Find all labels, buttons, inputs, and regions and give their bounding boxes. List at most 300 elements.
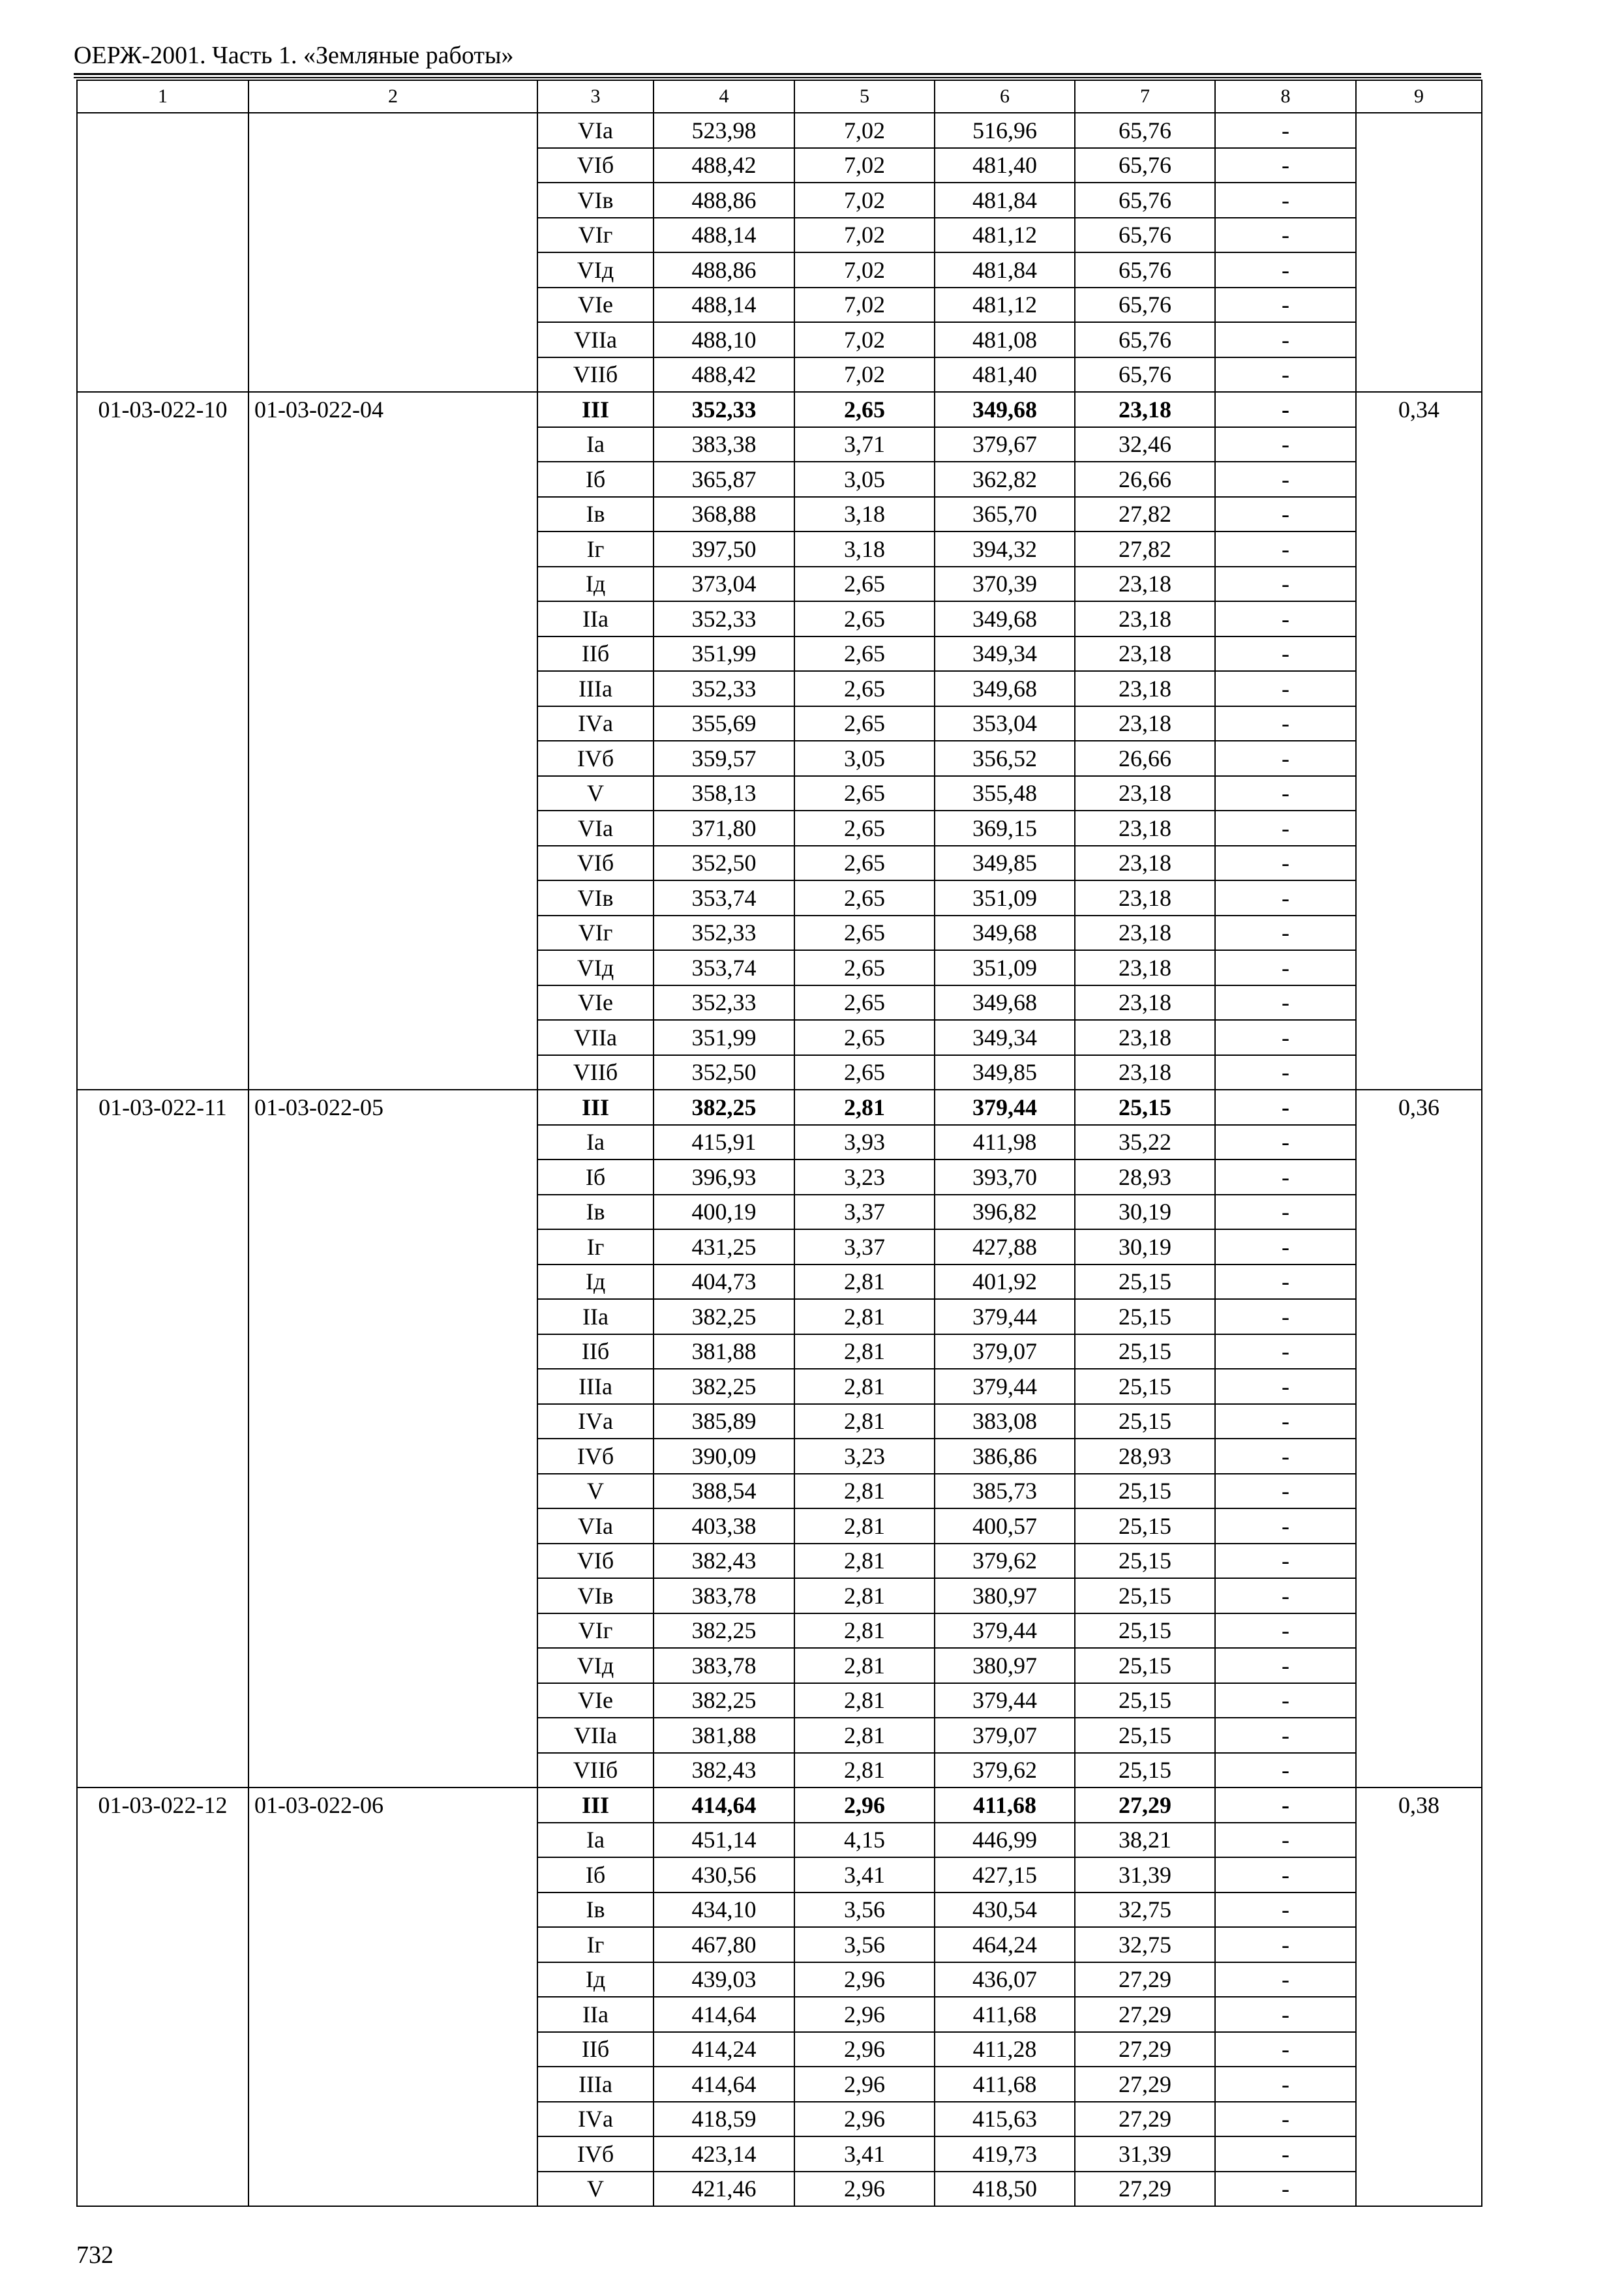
- soil-group-cell: Iг: [537, 1229, 654, 1264]
- total-cost-cell: 358,13: [654, 776, 794, 811]
- machine-cost-cell: 2,96: [794, 1997, 935, 2032]
- soil-group-cell: Iб: [537, 1857, 654, 1893]
- soil-group-cell: III: [537, 1788, 654, 1823]
- soil-group-cell: VIе: [537, 1683, 654, 1718]
- labor-cost-cell: 23,18: [1075, 846, 1215, 881]
- wages-cost-cell: 383,08: [935, 1404, 1075, 1439]
- total-cost-cell: 403,38: [654, 1508, 794, 1544]
- wages-cost-cell: 427,15: [935, 1857, 1075, 1893]
- machine-cost-cell: 2,81: [794, 1090, 935, 1125]
- wages-cost-cell: 379,44: [935, 1299, 1075, 1334]
- materials-cell: -: [1215, 1718, 1356, 1753]
- wages-cost-cell: 481,08: [935, 322, 1075, 357]
- materials-cell: -: [1215, 218, 1356, 253]
- machine-cost-cell: 3,37: [794, 1229, 935, 1264]
- base-rate-code-cell: 01-03-022-06: [248, 1788, 537, 2206]
- soil-group-cell: VIг: [537, 1613, 654, 1649]
- machine-cost-cell: 3,18: [794, 531, 935, 567]
- materials-cell: -: [1215, 357, 1356, 393]
- machine-cost-cell: 3,23: [794, 1439, 935, 1474]
- table-row: [77, 1788, 1482, 1823]
- labor-cost-cell: 27,29: [1075, 1788, 1215, 1823]
- equipment-mass-cell: 0,34: [1356, 392, 1482, 1090]
- total-cost-cell: 488,14: [654, 218, 794, 253]
- header-rule: [74, 73, 1481, 75]
- wages-cost-cell: 349,34: [935, 636, 1075, 672]
- total-cost-cell: 355,69: [654, 706, 794, 741]
- machine-cost-cell: 2,81: [794, 1648, 935, 1683]
- labor-cost-cell: 23,18: [1075, 811, 1215, 846]
- machine-cost-cell: 3,23: [794, 1159, 935, 1195]
- wages-cost-cell: 386,86: [935, 1439, 1075, 1474]
- total-cost-cell: 352,33: [654, 916, 794, 951]
- machine-cost-cell: 2,65: [794, 916, 935, 951]
- machine-cost-cell: 7,02: [794, 113, 935, 148]
- machine-cost-cell: 3,05: [794, 741, 935, 776]
- wages-cost-cell: 481,40: [935, 357, 1075, 393]
- total-cost-cell: 439,03: [654, 1962, 794, 1997]
- materials-cell: -: [1215, 950, 1356, 985]
- machine-cost-cell: 2,81: [794, 1718, 935, 1753]
- soil-group-cell: VIг: [537, 916, 654, 951]
- total-cost-cell: 381,88: [654, 1718, 794, 1753]
- machine-cost-cell: 7,02: [794, 183, 935, 218]
- soil-group-cell: Iг: [537, 531, 654, 567]
- machine-cost-cell: 2,65: [794, 706, 935, 741]
- soil-group-cell: Iб: [537, 1159, 654, 1195]
- materials-cell: -: [1215, 183, 1356, 218]
- labor-cost-cell: 31,39: [1075, 1857, 1215, 1893]
- labor-cost-cell: 25,15: [1075, 1683, 1215, 1718]
- column-number: 7: [1075, 80, 1215, 113]
- rate-code-cell: [77, 113, 248, 392]
- wages-cost-cell: 349,34: [935, 1020, 1075, 1055]
- wages-cost-cell: 400,57: [935, 1508, 1075, 1544]
- total-cost-cell: 421,46: [654, 2172, 794, 2207]
- total-cost-cell: 523,98: [654, 113, 794, 148]
- machine-cost-cell: 2,65: [794, 392, 935, 427]
- wages-cost-cell: 411,98: [935, 1125, 1075, 1160]
- materials-cell: -: [1215, 1439, 1356, 1474]
- machine-cost-cell: 3,56: [794, 1893, 935, 1928]
- materials-cell: -: [1215, 1508, 1356, 1544]
- labor-cost-cell: 28,93: [1075, 1439, 1215, 1474]
- total-cost-cell: 396,93: [654, 1159, 794, 1195]
- machine-cost-cell: 2,81: [794, 1544, 935, 1579]
- wages-cost-cell: 446,99: [935, 1823, 1075, 1858]
- materials-cell: -: [1215, 706, 1356, 741]
- materials-cell: -: [1215, 1055, 1356, 1090]
- soil-group-cell: IIа: [537, 1997, 654, 2032]
- wages-cost-cell: 380,97: [935, 1578, 1075, 1613]
- soil-group-cell: VIа: [537, 113, 654, 148]
- soil-group-cell: V: [537, 1474, 654, 1509]
- soil-group-cell: Iв: [537, 497, 654, 532]
- total-cost-cell: 353,74: [654, 950, 794, 985]
- wages-cost-cell: 379,07: [935, 1718, 1075, 1753]
- machine-cost-cell: 2,81: [794, 1578, 935, 1613]
- labor-cost-cell: 27,29: [1075, 1997, 1215, 2032]
- labor-cost-cell: 65,76: [1075, 322, 1215, 357]
- soil-group-cell: IIб: [537, 1334, 654, 1369]
- labor-cost-cell: 27,29: [1075, 2067, 1215, 2102]
- wages-cost-cell: 379,44: [935, 1683, 1075, 1718]
- labor-cost-cell: 65,76: [1075, 148, 1215, 183]
- labor-cost-cell: 25,15: [1075, 1508, 1215, 1544]
- soil-group-cell: VIIб: [537, 1753, 654, 1788]
- wages-cost-cell: 380,97: [935, 1648, 1075, 1683]
- materials-cell: -: [1215, 392, 1356, 427]
- soil-group-cell: VIд: [537, 1648, 654, 1683]
- total-cost-cell: 414,64: [654, 2067, 794, 2102]
- labor-cost-cell: 23,18: [1075, 950, 1215, 985]
- table-row: [77, 392, 1482, 427]
- rates-table-container: [76, 80, 1482, 2207]
- total-cost-cell: 430,56: [654, 1857, 794, 1893]
- total-cost-cell: 404,73: [654, 1264, 794, 1300]
- base-rate-code-cell: 01-03-022-04: [248, 392, 537, 1090]
- total-cost-cell: 352,33: [654, 985, 794, 1021]
- materials-cell: -: [1215, 1753, 1356, 1788]
- materials-cell: -: [1215, 113, 1356, 148]
- materials-cell: -: [1215, 148, 1356, 183]
- labor-cost-cell: 65,76: [1075, 357, 1215, 393]
- soil-group-cell: Iд: [537, 567, 654, 602]
- materials-cell: -: [1215, 985, 1356, 1021]
- materials-cell: -: [1215, 636, 1356, 672]
- total-cost-cell: 365,87: [654, 462, 794, 497]
- labor-cost-cell: 32,75: [1075, 1893, 1215, 1928]
- total-cost-cell: 382,25: [654, 1369, 794, 1404]
- materials-cell: -: [1215, 1264, 1356, 1300]
- materials-cell: -: [1215, 1962, 1356, 1997]
- soil-group-cell: VIб: [537, 148, 654, 183]
- total-cost-cell: 382,43: [654, 1753, 794, 1788]
- wages-cost-cell: 436,07: [935, 1962, 1075, 1997]
- labor-cost-cell: 25,15: [1075, 1613, 1215, 1649]
- total-cost-cell: 352,33: [654, 392, 794, 427]
- total-cost-cell: 415,91: [654, 1125, 794, 1160]
- total-cost-cell: 385,89: [654, 1404, 794, 1439]
- wages-cost-cell: 481,40: [935, 148, 1075, 183]
- total-cost-cell: 414,24: [654, 2032, 794, 2067]
- wages-cost-cell: 411,28: [935, 2032, 1075, 2067]
- soil-group-cell: VIв: [537, 183, 654, 218]
- column-number-row: [77, 80, 1482, 113]
- materials-cell: -: [1215, 567, 1356, 602]
- soil-group-cell: IIб: [537, 636, 654, 672]
- wages-cost-cell: 351,09: [935, 950, 1075, 985]
- wages-cost-cell: 418,50: [935, 2172, 1075, 2207]
- soil-group-cell: Iа: [537, 1125, 654, 1160]
- materials-cell: -: [1215, 1857, 1356, 1893]
- column-number: 4: [654, 80, 794, 113]
- labor-cost-cell: 25,15: [1075, 1648, 1215, 1683]
- labor-cost-cell: 23,18: [1075, 1055, 1215, 1090]
- materials-cell: -: [1215, 846, 1356, 881]
- labor-cost-cell: 65,76: [1075, 113, 1215, 148]
- total-cost-cell: 488,14: [654, 288, 794, 323]
- labor-cost-cell: 25,15: [1075, 1299, 1215, 1334]
- total-cost-cell: 488,86: [654, 252, 794, 288]
- total-cost-cell: 434,10: [654, 1893, 794, 1928]
- labor-cost-cell: 27,82: [1075, 497, 1215, 532]
- total-cost-cell: 351,99: [654, 1020, 794, 1055]
- machine-cost-cell: 2,81: [794, 1264, 935, 1300]
- materials-cell: -: [1215, 1229, 1356, 1264]
- soil-group-cell: VIIб: [537, 1055, 654, 1090]
- soil-group-cell: VIIа: [537, 1020, 654, 1055]
- materials-cell: -: [1215, 1474, 1356, 1509]
- soil-group-cell: IVа: [537, 2102, 654, 2137]
- soil-group-cell: Iа: [537, 1823, 654, 1858]
- machine-cost-cell: 2,65: [794, 776, 935, 811]
- labor-cost-cell: 23,18: [1075, 1020, 1215, 1055]
- materials-cell: -: [1215, 1613, 1356, 1649]
- wages-cost-cell: 430,54: [935, 1893, 1075, 1928]
- wages-cost-cell: 379,62: [935, 1544, 1075, 1579]
- wages-cost-cell: 369,15: [935, 811, 1075, 846]
- wages-cost-cell: 427,88: [935, 1229, 1075, 1264]
- machine-cost-cell: 7,02: [794, 357, 935, 393]
- soil-group-cell: III: [537, 392, 654, 427]
- machine-cost-cell: 2,81: [794, 1613, 935, 1649]
- labor-cost-cell: 25,15: [1075, 1404, 1215, 1439]
- total-cost-cell: 414,64: [654, 1997, 794, 2032]
- machine-cost-cell: 3,71: [794, 427, 935, 462]
- soil-group-cell: VIв: [537, 1578, 654, 1613]
- wages-cost-cell: 394,32: [935, 531, 1075, 567]
- materials-cell: -: [1215, 2067, 1356, 2102]
- materials-cell: -: [1215, 1997, 1356, 2032]
- wages-cost-cell: 349,68: [935, 916, 1075, 951]
- labor-cost-cell: 65,76: [1075, 288, 1215, 323]
- materials-cell: -: [1215, 776, 1356, 811]
- materials-cell: -: [1215, 1578, 1356, 1613]
- soil-group-cell: V: [537, 776, 654, 811]
- materials-cell: -: [1215, 880, 1356, 916]
- machine-cost-cell: 4,15: [794, 1823, 935, 1858]
- machine-cost-cell: 2,81: [794, 1683, 935, 1718]
- rate-code-cell: 01-03-022-10: [77, 392, 248, 1090]
- materials-cell: -: [1215, 252, 1356, 288]
- soil-group-cell: III: [537, 1090, 654, 1125]
- labor-cost-cell: 23,18: [1075, 985, 1215, 1021]
- table-row: [77, 1090, 1482, 1125]
- total-cost-cell: 400,19: [654, 1195, 794, 1230]
- total-cost-cell: 382,25: [654, 1613, 794, 1649]
- wages-cost-cell: 516,96: [935, 113, 1075, 148]
- machine-cost-cell: 2,96: [794, 2032, 935, 2067]
- labor-cost-cell: 30,19: [1075, 1229, 1215, 1264]
- materials-cell: -: [1215, 1334, 1356, 1369]
- machine-cost-cell: 3,41: [794, 2136, 935, 2172]
- wages-cost-cell: 481,84: [935, 252, 1075, 288]
- labor-cost-cell: 27,29: [1075, 1962, 1215, 1997]
- total-cost-cell: 382,25: [654, 1299, 794, 1334]
- machine-cost-cell: 3,56: [794, 1927, 935, 1962]
- total-cost-cell: 371,80: [654, 811, 794, 846]
- materials-cell: -: [1215, 1090, 1356, 1125]
- page-header-title: ОЕРЖ-2001. Часть 1. «Земляные работы»: [74, 42, 514, 69]
- equipment-mass-cell: [1356, 113, 1482, 392]
- labor-cost-cell: 23,18: [1075, 567, 1215, 602]
- materials-cell: -: [1215, 2102, 1356, 2137]
- page-number: 732: [76, 2241, 113, 2269]
- labor-cost-cell: 25,15: [1075, 1753, 1215, 1788]
- machine-cost-cell: 3,41: [794, 1857, 935, 1893]
- soil-group-cell: VIд: [537, 252, 654, 288]
- wages-cost-cell: 349,85: [935, 846, 1075, 881]
- total-cost-cell: 352,50: [654, 846, 794, 881]
- soil-group-cell: VIе: [537, 985, 654, 1021]
- labor-cost-cell: 27,29: [1075, 2032, 1215, 2067]
- wages-cost-cell: 362,82: [935, 462, 1075, 497]
- materials-cell: -: [1215, 1195, 1356, 1230]
- rate-code-cell: 01-03-022-11: [77, 1090, 248, 1788]
- total-cost-cell: 383,38: [654, 427, 794, 462]
- wages-cost-cell: 349,68: [935, 601, 1075, 636]
- materials-cell: -: [1215, 2172, 1356, 2207]
- total-cost-cell: 414,64: [654, 1788, 794, 1823]
- soil-group-cell: VIIб: [537, 357, 654, 393]
- soil-group-cell: VIд: [537, 950, 654, 985]
- total-cost-cell: 418,59: [654, 2102, 794, 2137]
- materials-cell: -: [1215, 2032, 1356, 2067]
- soil-group-cell: VIIа: [537, 322, 654, 357]
- labor-cost-cell: 25,15: [1075, 1544, 1215, 1579]
- materials-cell: -: [1215, 288, 1356, 323]
- wages-cost-cell: 365,70: [935, 497, 1075, 532]
- wages-cost-cell: 349,68: [935, 985, 1075, 1021]
- labor-cost-cell: 25,15: [1075, 1090, 1215, 1125]
- soil-group-cell: Iд: [537, 1264, 654, 1300]
- machine-cost-cell: 2,81: [794, 1369, 935, 1404]
- wages-cost-cell: 353,04: [935, 706, 1075, 741]
- machine-cost-cell: 2,81: [794, 1334, 935, 1369]
- machine-cost-cell: 2,96: [794, 2172, 935, 2207]
- materials-cell: -: [1215, 1823, 1356, 1858]
- wages-cost-cell: 370,39: [935, 567, 1075, 602]
- total-cost-cell: 351,99: [654, 636, 794, 672]
- labor-cost-cell: 25,15: [1075, 1578, 1215, 1613]
- machine-cost-cell: 2,65: [794, 567, 935, 602]
- soil-group-cell: VIб: [537, 846, 654, 881]
- header-rule-secondary: [74, 77, 1481, 78]
- wages-cost-cell: 401,92: [935, 1264, 1075, 1300]
- labor-cost-cell: 27,82: [1075, 531, 1215, 567]
- equipment-mass-cell: 0,38: [1356, 1788, 1482, 2206]
- materials-cell: -: [1215, 2136, 1356, 2172]
- rates-table: [76, 80, 1482, 2207]
- total-cost-cell: 488,42: [654, 148, 794, 183]
- total-cost-cell: 451,14: [654, 1823, 794, 1858]
- materials-cell: -: [1215, 462, 1356, 497]
- soil-group-cell: IVб: [537, 1439, 654, 1474]
- machine-cost-cell: 2,65: [794, 671, 935, 706]
- labor-cost-cell: 25,15: [1075, 1718, 1215, 1753]
- machine-cost-cell: 2,65: [794, 811, 935, 846]
- soil-group-cell: VIа: [537, 811, 654, 846]
- wages-cost-cell: 464,24: [935, 1927, 1075, 1962]
- machine-cost-cell: 2,65: [794, 601, 935, 636]
- total-cost-cell: 373,04: [654, 567, 794, 602]
- machine-cost-cell: 2,81: [794, 1299, 935, 1334]
- labor-cost-cell: 23,18: [1075, 601, 1215, 636]
- materials-cell: -: [1215, 601, 1356, 636]
- wages-cost-cell: 411,68: [935, 2067, 1075, 2102]
- wages-cost-cell: 379,44: [935, 1369, 1075, 1404]
- machine-cost-cell: 2,81: [794, 1474, 935, 1509]
- wages-cost-cell: 481,12: [935, 218, 1075, 253]
- column-number: 6: [935, 80, 1075, 113]
- wages-cost-cell: 379,44: [935, 1613, 1075, 1649]
- wages-cost-cell: 379,67: [935, 427, 1075, 462]
- equipment-mass-cell: 0,36: [1356, 1090, 1482, 1788]
- total-cost-cell: 382,25: [654, 1090, 794, 1125]
- total-cost-cell: 488,86: [654, 183, 794, 218]
- machine-cost-cell: 7,02: [794, 252, 935, 288]
- materials-cell: -: [1215, 671, 1356, 706]
- materials-cell: -: [1215, 322, 1356, 357]
- labor-cost-cell: 23,18: [1075, 880, 1215, 916]
- wages-cost-cell: 415,63: [935, 2102, 1075, 2137]
- wages-cost-cell: 393,70: [935, 1159, 1075, 1195]
- total-cost-cell: 390,09: [654, 1439, 794, 1474]
- total-cost-cell: 397,50: [654, 531, 794, 567]
- labor-cost-cell: 65,76: [1075, 218, 1215, 253]
- wages-cost-cell: 385,73: [935, 1474, 1075, 1509]
- wages-cost-cell: 481,84: [935, 183, 1075, 218]
- soil-group-cell: VIа: [537, 1508, 654, 1544]
- base-rate-code-cell: 01-03-022-05: [248, 1090, 537, 1788]
- column-number: 8: [1215, 80, 1356, 113]
- column-number: 3: [537, 80, 654, 113]
- materials-cell: -: [1215, 1544, 1356, 1579]
- labor-cost-cell: 25,15: [1075, 1264, 1215, 1300]
- materials-cell: -: [1215, 1020, 1356, 1055]
- wages-cost-cell: 411,68: [935, 1788, 1075, 1823]
- labor-cost-cell: 65,76: [1075, 183, 1215, 218]
- machine-cost-cell: 7,02: [794, 322, 935, 357]
- soil-group-cell: Iб: [537, 462, 654, 497]
- labor-cost-cell: 27,29: [1075, 2172, 1215, 2207]
- total-cost-cell: 383,78: [654, 1578, 794, 1613]
- soil-group-cell: VIIа: [537, 1718, 654, 1753]
- soil-group-cell: IIIа: [537, 671, 654, 706]
- total-cost-cell: 488,10: [654, 322, 794, 357]
- total-cost-cell: 352,50: [654, 1055, 794, 1090]
- labor-cost-cell: 26,66: [1075, 741, 1215, 776]
- machine-cost-cell: 2,65: [794, 1055, 935, 1090]
- machine-cost-cell: 2,65: [794, 846, 935, 881]
- materials-cell: -: [1215, 427, 1356, 462]
- rate-code-cell: 01-03-022-12: [77, 1788, 248, 2206]
- labor-cost-cell: 27,29: [1075, 2102, 1215, 2137]
- labor-cost-cell: 23,18: [1075, 636, 1215, 672]
- labor-cost-cell: 31,39: [1075, 2136, 1215, 2172]
- machine-cost-cell: 2,96: [794, 2067, 935, 2102]
- total-cost-cell: 423,14: [654, 2136, 794, 2172]
- machine-cost-cell: 3,37: [794, 1195, 935, 1230]
- total-cost-cell: 352,33: [654, 671, 794, 706]
- labor-cost-cell: 35,22: [1075, 1125, 1215, 1160]
- materials-cell: -: [1215, 741, 1356, 776]
- column-number: 1: [77, 80, 248, 113]
- materials-cell: -: [1215, 916, 1356, 951]
- soil-group-cell: IIIа: [537, 1369, 654, 1404]
- labor-cost-cell: 25,15: [1075, 1369, 1215, 1404]
